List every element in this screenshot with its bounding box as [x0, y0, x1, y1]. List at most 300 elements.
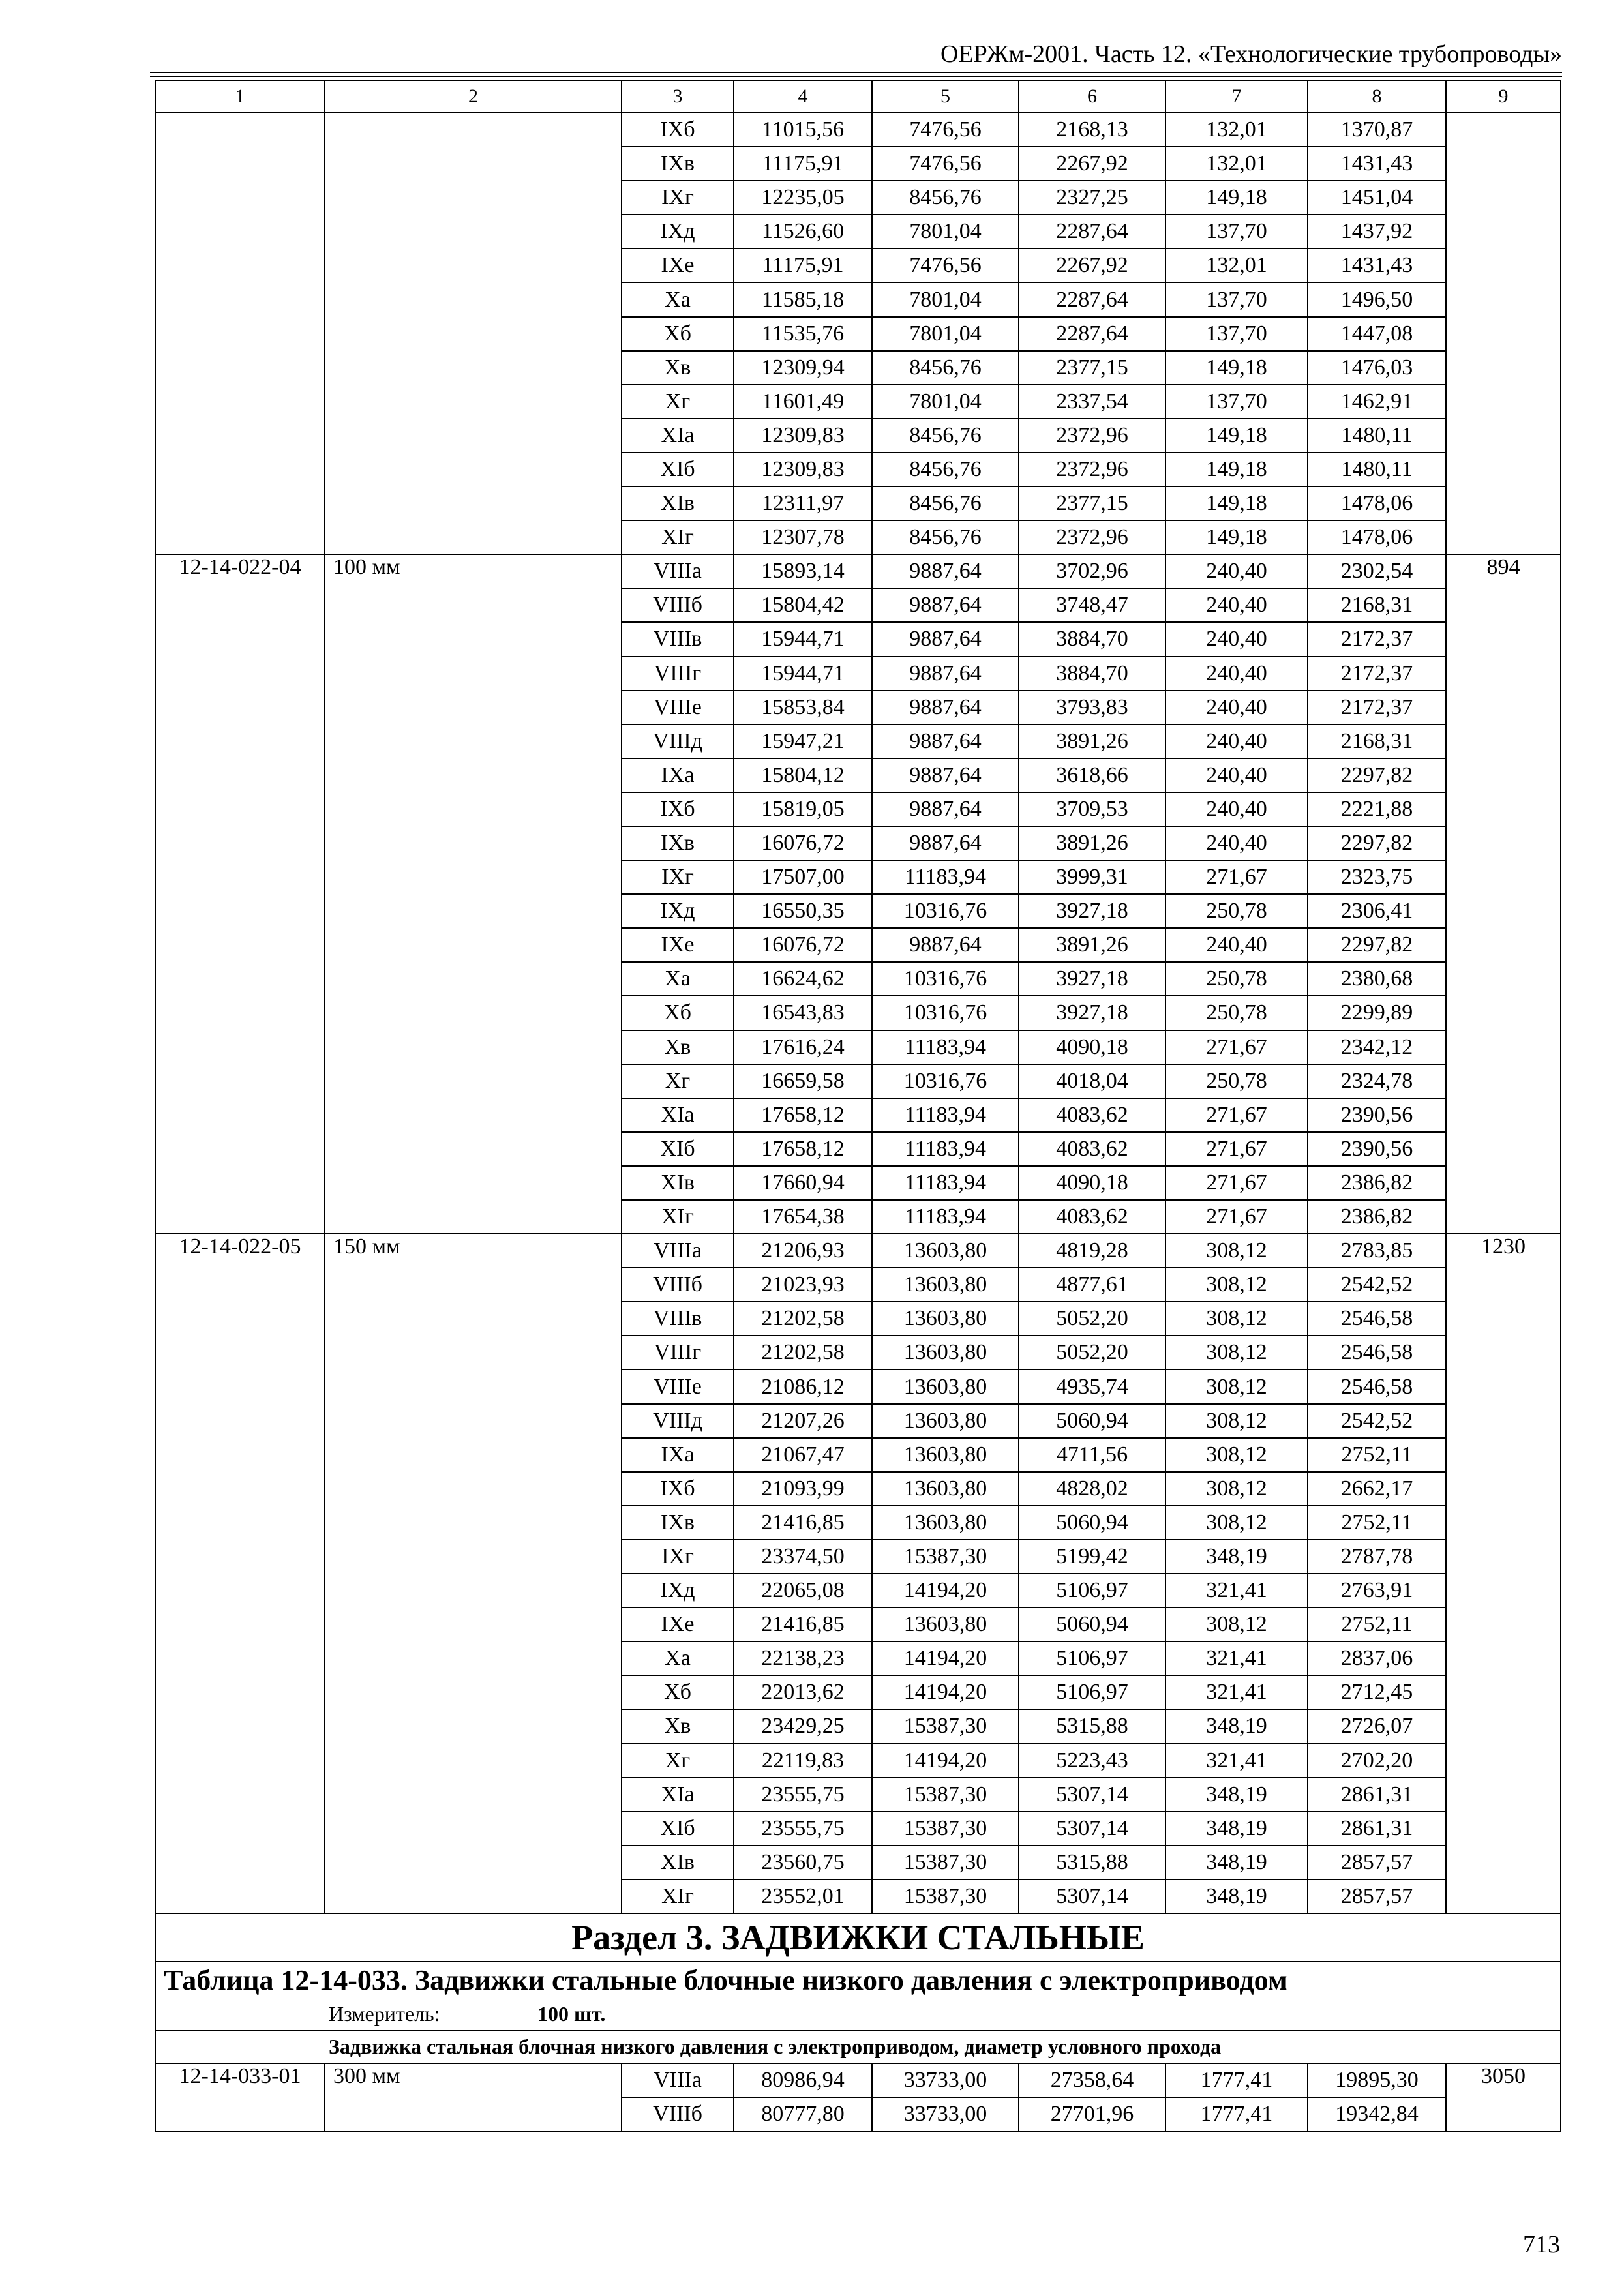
rate-code [155, 1200, 325, 1234]
rate-code [155, 1879, 325, 1913]
value-cell: 2712,45 [1308, 1675, 1446, 1709]
value-cell: 13603,80 [872, 1438, 1019, 1472]
value-cell: 8456,76 [872, 181, 1019, 215]
value-cell: 2662,17 [1308, 1472, 1446, 1506]
nominal-size [325, 1641, 622, 1675]
value-cell: 22119,83 [734, 1744, 872, 1778]
value-cell: 15947,21 [734, 725, 872, 758]
value-cell: 11175,91 [734, 248, 872, 282]
rate-code [155, 1336, 325, 1369]
mass-value [1446, 588, 1561, 622]
value-cell: 16543,83 [734, 996, 872, 1030]
rate-code [155, 1268, 325, 1302]
mass-value [1446, 1540, 1561, 1574]
value-cell: 1431,43 [1308, 147, 1446, 181]
value-cell: 7476,56 [872, 147, 1019, 181]
value-cell: 2267,92 [1019, 248, 1165, 282]
table-row [155, 588, 1561, 622]
value-cell: 12307,78 [734, 520, 872, 554]
table-row [155, 453, 1561, 486]
value-cell: 308,12 [1165, 1472, 1308, 1506]
value-cell: 9887,64 [872, 554, 1019, 588]
value-cell: 5307,14 [1019, 1778, 1165, 1812]
zone-cell: IXд [622, 215, 734, 248]
value-cell: 4083,62 [1019, 1200, 1165, 1234]
value-cell: 11175,91 [734, 147, 872, 181]
nominal-size [325, 826, 622, 860]
table-row [155, 1268, 1561, 1302]
table-row [155, 248, 1561, 282]
value-cell: 2287,64 [1019, 215, 1165, 248]
value-cell: 2542,52 [1308, 1404, 1446, 1438]
value-cell: 16076,72 [734, 826, 872, 860]
zone-cell: VIIIв [622, 622, 734, 656]
mass-value [1446, 792, 1561, 826]
value-cell: 8456,76 [872, 453, 1019, 486]
mass-value [1446, 860, 1561, 894]
zone-cell: VIIIд [622, 725, 734, 758]
nominal-size [325, 588, 622, 622]
value-cell: 10316,76 [872, 996, 1019, 1030]
column-number: 9 [1446, 80, 1561, 113]
rate-code [155, 1778, 325, 1812]
table-row [155, 657, 1561, 691]
value-cell: 5307,14 [1019, 1879, 1165, 1913]
value-cell: 27358,64 [1019, 2063, 1165, 2097]
value-cell: 5315,88 [1019, 1846, 1165, 1879]
zone-cell: IXе [622, 928, 734, 962]
value-cell: 2172,37 [1308, 691, 1446, 725]
value-cell: 10316,76 [872, 1064, 1019, 1098]
value-cell: 14194,20 [872, 1744, 1019, 1778]
mass-value [1446, 622, 1561, 656]
rate-code [155, 2097, 325, 2131]
table-row [155, 317, 1561, 351]
value-cell: 2172,37 [1308, 622, 1446, 656]
value-cell: 5223,43 [1019, 1744, 1165, 1778]
zone-cell: XIб [622, 453, 734, 486]
zone-cell: Xа [622, 1641, 734, 1675]
rate-code [155, 792, 325, 826]
value-cell: 3884,70 [1019, 622, 1165, 656]
mass-value [1446, 1744, 1561, 1778]
value-cell: 19342,84 [1308, 2097, 1446, 2131]
value-cell: 240,40 [1165, 758, 1308, 792]
value-cell: 15387,30 [872, 1540, 1019, 1574]
value-cell: 132,01 [1165, 248, 1308, 282]
mass-value [1446, 486, 1561, 520]
value-cell: 1480,11 [1308, 419, 1446, 453]
value-cell: 17616,24 [734, 1030, 872, 1064]
value-cell: 1480,11 [1308, 453, 1446, 486]
mass-value [1446, 1675, 1561, 1709]
mass-value [1446, 2097, 1561, 2131]
value-cell: 21202,58 [734, 1302, 872, 1336]
value-cell: 149,18 [1165, 419, 1308, 453]
rate-code [155, 1302, 325, 1336]
mass-value [1446, 1778, 1561, 1812]
zone-cell: Xв [622, 351, 734, 385]
value-cell: 2327,25 [1019, 181, 1165, 215]
table-row [155, 1574, 1561, 1608]
value-cell: 16659,58 [734, 1064, 872, 1098]
table-row [155, 1879, 1561, 1913]
value-cell: 240,40 [1165, 826, 1308, 860]
rate-code [155, 1709, 325, 1743]
table-row [155, 1369, 1561, 1403]
value-cell: 271,67 [1165, 860, 1308, 894]
rate-code [155, 860, 325, 894]
value-cell: 240,40 [1165, 657, 1308, 691]
value-cell: 5106,97 [1019, 1641, 1165, 1675]
nominal-size: 300 мм [325, 2063, 622, 2097]
rate-code [155, 1812, 325, 1846]
table-row [155, 1506, 1561, 1540]
nominal-size [325, 1166, 622, 1200]
value-cell: 13603,80 [872, 1608, 1019, 1641]
value-cell: 11183,94 [872, 1030, 1019, 1064]
value-cell: 3891,26 [1019, 826, 1165, 860]
value-cell: 308,12 [1165, 1302, 1308, 1336]
mass-value [1446, 520, 1561, 554]
value-cell: 3709,53 [1019, 792, 1165, 826]
nominal-size [325, 181, 622, 215]
value-cell: 2787,78 [1308, 1540, 1446, 1574]
table-row [155, 1302, 1561, 1336]
value-cell: 21416,85 [734, 1506, 872, 1540]
value-cell: 3748,47 [1019, 588, 1165, 622]
value-cell: 2297,82 [1308, 928, 1446, 962]
value-cell: 22065,08 [734, 1574, 872, 1608]
value-cell: 17507,00 [734, 860, 872, 894]
value-cell: 1476,03 [1308, 351, 1446, 385]
value-cell: 22138,23 [734, 1641, 872, 1675]
zone-cell: IXг [622, 1540, 734, 1574]
rate-code [155, 282, 325, 316]
nominal-size [325, 1369, 622, 1403]
column-number: 4 [734, 80, 872, 113]
rate-code [155, 1506, 325, 1540]
value-cell: 321,41 [1165, 1641, 1308, 1675]
value-cell: 2546,58 [1308, 1336, 1446, 1369]
rate-code: 12-14-022-04 [155, 554, 325, 588]
rate-code [155, 1098, 325, 1132]
rate-code [155, 248, 325, 282]
value-cell: 10316,76 [872, 962, 1019, 996]
rate-code [155, 588, 325, 622]
value-cell: 19895,30 [1308, 2063, 1446, 2097]
nominal-size [325, 1744, 622, 1778]
rate-code [155, 725, 325, 758]
value-cell: 308,12 [1165, 1506, 1308, 1540]
value-cell: 2726,07 [1308, 1709, 1446, 1743]
value-cell: 2752,11 [1308, 1506, 1446, 1540]
nominal-size [325, 622, 622, 656]
zone-cell: IXе [622, 248, 734, 282]
table-row [155, 1846, 1561, 1879]
rate-code [155, 928, 325, 962]
value-cell: 321,41 [1165, 1675, 1308, 1709]
table-row [155, 826, 1561, 860]
rate-code [155, 453, 325, 486]
zone-cell: IXв [622, 1506, 734, 1540]
value-cell: 16624,62 [734, 962, 872, 996]
zone-cell: Xг [622, 385, 734, 419]
zone-cell: Xб [622, 1675, 734, 1709]
table-row [155, 1200, 1561, 1234]
zone-cell: VIIIа [622, 2063, 734, 2097]
value-cell: 13603,80 [872, 1404, 1019, 1438]
rate-code [155, 520, 325, 554]
value-cell: 308,12 [1165, 1404, 1308, 1438]
subtitle-row [155, 2031, 1561, 2063]
value-cell: 321,41 [1165, 1574, 1308, 1608]
rate-code [155, 486, 325, 520]
value-cell: 7801,04 [872, 317, 1019, 351]
page-number: 713 [1523, 2231, 1560, 2258]
value-cell: 137,70 [1165, 215, 1308, 248]
table-row [155, 181, 1561, 215]
value-cell: 2342,12 [1308, 1030, 1446, 1064]
mass-value [1446, 385, 1561, 419]
mass-value [1446, 1336, 1561, 1369]
mass-value: 894 [1446, 554, 1561, 588]
value-cell: 2297,82 [1308, 758, 1446, 792]
value-cell: 9887,64 [872, 725, 1019, 758]
nominal-size [325, 419, 622, 453]
value-cell: 14194,20 [872, 1675, 1019, 1709]
value-cell: 3927,18 [1019, 962, 1165, 996]
value-cell: 321,41 [1165, 1744, 1308, 1778]
value-cell: 1478,06 [1308, 486, 1446, 520]
nominal-size [325, 1846, 622, 1879]
value-cell: 2752,11 [1308, 1438, 1446, 1472]
value-cell: 11183,94 [872, 1200, 1019, 1234]
value-cell: 15804,12 [734, 758, 872, 792]
nominal-size [325, 962, 622, 996]
value-cell: 13603,80 [872, 1506, 1019, 1540]
column-number: 2 [325, 80, 622, 113]
value-cell: 4090,18 [1019, 1030, 1165, 1064]
value-cell: 12309,83 [734, 453, 872, 486]
zone-cell: XIа [622, 1778, 734, 1812]
zone-cell: XIв [622, 1166, 734, 1200]
value-cell: 8456,76 [872, 486, 1019, 520]
nominal-size [325, 1709, 622, 1743]
zone-cell: XIг [622, 520, 734, 554]
nominal-size [325, 1030, 622, 1064]
value-cell: 2299,89 [1308, 996, 1446, 1030]
zone-cell: VIIIг [622, 1336, 734, 1369]
nominal-size [325, 520, 622, 554]
value-cell: 1496,50 [1308, 282, 1446, 316]
nominal-size: 100 мм [325, 554, 622, 588]
value-cell: 348,19 [1165, 1709, 1308, 1743]
zone-cell: VIIIб [622, 588, 734, 622]
rate-code [155, 1404, 325, 1438]
value-cell: 21023,93 [734, 1268, 872, 1302]
rate-code [155, 962, 325, 996]
zone-cell: IXб [622, 792, 734, 826]
table-row [155, 1030, 1561, 1064]
mass-value [1446, 215, 1561, 248]
table-row [155, 1438, 1561, 1472]
table-row [155, 282, 1561, 316]
zone-cell: Xг [622, 1744, 734, 1778]
section-title: Раздел 3. ЗАДВИЖКИ СТАЛЬНЫЕ [155, 1913, 1561, 1962]
value-cell: 5060,94 [1019, 1404, 1165, 1438]
value-cell: 2380,68 [1308, 962, 1446, 996]
mass-value [1446, 317, 1561, 351]
rate-code [155, 1608, 325, 1641]
value-cell: 13603,80 [872, 1234, 1019, 1268]
nominal-size [325, 1098, 622, 1132]
mass-value [1446, 725, 1561, 758]
mass-value [1446, 282, 1561, 316]
value-cell: 17660,94 [734, 1166, 872, 1200]
mass-value [1446, 113, 1561, 147]
table-row [155, 486, 1561, 520]
value-cell: 4711,56 [1019, 1438, 1165, 1472]
value-cell: 5052,20 [1019, 1302, 1165, 1336]
zone-cell: IXа [622, 1438, 734, 1472]
value-cell: 2372,96 [1019, 419, 1165, 453]
rate-code [155, 181, 325, 215]
mass-value [1446, 181, 1561, 215]
value-cell: 33733,00 [872, 2097, 1019, 2131]
value-cell: 308,12 [1165, 1234, 1308, 1268]
value-cell: 10316,76 [872, 894, 1019, 928]
value-cell: 240,40 [1165, 725, 1308, 758]
value-cell: 271,67 [1165, 1200, 1308, 1234]
nominal-size [325, 657, 622, 691]
value-cell: 11183,94 [872, 1166, 1019, 1200]
table-title: Таблица 12-14-033. Задвижки стальные блочные низкого давления с электроприводом [155, 1962, 1561, 1999]
nominal-size [325, 1302, 622, 1336]
zone-cell: XIб [622, 1132, 734, 1166]
rate-code [155, 1540, 325, 1574]
value-cell: 15944,71 [734, 657, 872, 691]
nominal-size [325, 792, 622, 826]
value-cell: 2390,56 [1308, 1132, 1446, 1166]
value-cell: 27701,96 [1019, 2097, 1165, 2131]
mass-value [1446, 1268, 1561, 1302]
rate-code [155, 622, 325, 656]
nominal-size [325, 351, 622, 385]
value-cell: 9887,64 [872, 792, 1019, 826]
value-cell: 4018,04 [1019, 1064, 1165, 1098]
value-cell: 12309,83 [734, 419, 872, 453]
zone-cell: XIг [622, 1200, 734, 1234]
value-cell: 2168,31 [1308, 588, 1446, 622]
rate-code: 12-14-033-01 [155, 2063, 325, 2097]
value-cell: 2168,31 [1308, 725, 1446, 758]
value-cell: 3618,66 [1019, 758, 1165, 792]
mass-value [1446, 1132, 1561, 1166]
nominal-size [325, 860, 622, 894]
zone-cell: IXв [622, 147, 734, 181]
value-cell: 3927,18 [1019, 996, 1165, 1030]
page-header: ОЕРЖм-2001. Часть 12. «Технологические трубопроводы» [940, 40, 1562, 68]
value-cell: 23555,75 [734, 1778, 872, 1812]
value-cell: 271,67 [1165, 1132, 1308, 1166]
value-cell: 240,40 [1165, 792, 1308, 826]
value-cell: 5315,88 [1019, 1709, 1165, 1743]
value-cell: 17654,38 [734, 1200, 872, 1234]
value-cell: 2377,15 [1019, 486, 1165, 520]
nominal-size [325, 1778, 622, 1812]
value-cell: 15944,71 [734, 622, 872, 656]
value-cell: 11535,76 [734, 317, 872, 351]
rate-code [155, 385, 325, 419]
value-cell: 23429,25 [734, 1709, 872, 1743]
measure-row [155, 1999, 1561, 2031]
mass-value [1446, 1506, 1561, 1540]
mass-value [1446, 826, 1561, 860]
rate-code [155, 147, 325, 181]
table-row [155, 385, 1561, 419]
value-cell: 12235,05 [734, 181, 872, 215]
zone-cell: VIIIе [622, 691, 734, 725]
zone-cell: VIIIг [622, 657, 734, 691]
value-cell: 348,19 [1165, 1812, 1308, 1846]
nominal-size [325, 453, 622, 486]
table-row [155, 691, 1561, 725]
zone-cell: Xг [622, 1064, 734, 1098]
value-cell: 132,01 [1165, 113, 1308, 147]
value-cell: 348,19 [1165, 1540, 1308, 1574]
nominal-size [325, 282, 622, 316]
nominal-size [325, 1132, 622, 1166]
nominal-size [325, 1336, 622, 1369]
value-cell: 2386,82 [1308, 1200, 1446, 1234]
table-row [155, 1336, 1561, 1369]
zone-cell: IXв [622, 826, 734, 860]
value-cell: 7801,04 [872, 282, 1019, 316]
rate-code: 12-14-022-05 [155, 1234, 325, 1268]
value-cell: 2287,64 [1019, 317, 1165, 351]
mass-value [1446, 928, 1561, 962]
rate-code [155, 113, 325, 147]
value-cell: 2752,11 [1308, 1608, 1446, 1641]
mass-value [1446, 1166, 1561, 1200]
rate-code [155, 996, 325, 1030]
value-cell: 21067,47 [734, 1438, 872, 1472]
rate-code [155, 1030, 325, 1064]
zone-cell: XIа [622, 419, 734, 453]
value-cell: 348,19 [1165, 1879, 1308, 1913]
value-cell: 2837,06 [1308, 1641, 1446, 1675]
value-cell: 23374,50 [734, 1540, 872, 1574]
value-cell: 12311,97 [734, 486, 872, 520]
rate-code [155, 419, 325, 453]
nominal-size [325, 1540, 622, 1574]
value-cell: 2857,57 [1308, 1879, 1446, 1913]
value-cell: 2386,82 [1308, 1166, 1446, 1200]
value-cell: 5199,42 [1019, 1540, 1165, 1574]
value-cell: 11526,60 [734, 215, 872, 248]
value-cell: 149,18 [1165, 520, 1308, 554]
mass-value [1446, 996, 1561, 1030]
zone-cell: Xв [622, 1030, 734, 1064]
nominal-size [325, 215, 622, 248]
mass-value: 1230 [1446, 1234, 1561, 1268]
nominal-size [325, 147, 622, 181]
value-cell: 2221,88 [1308, 792, 1446, 826]
zone-cell: Xа [622, 962, 734, 996]
value-cell: 15387,30 [872, 1846, 1019, 1879]
value-cell: 2168,13 [1019, 113, 1165, 147]
